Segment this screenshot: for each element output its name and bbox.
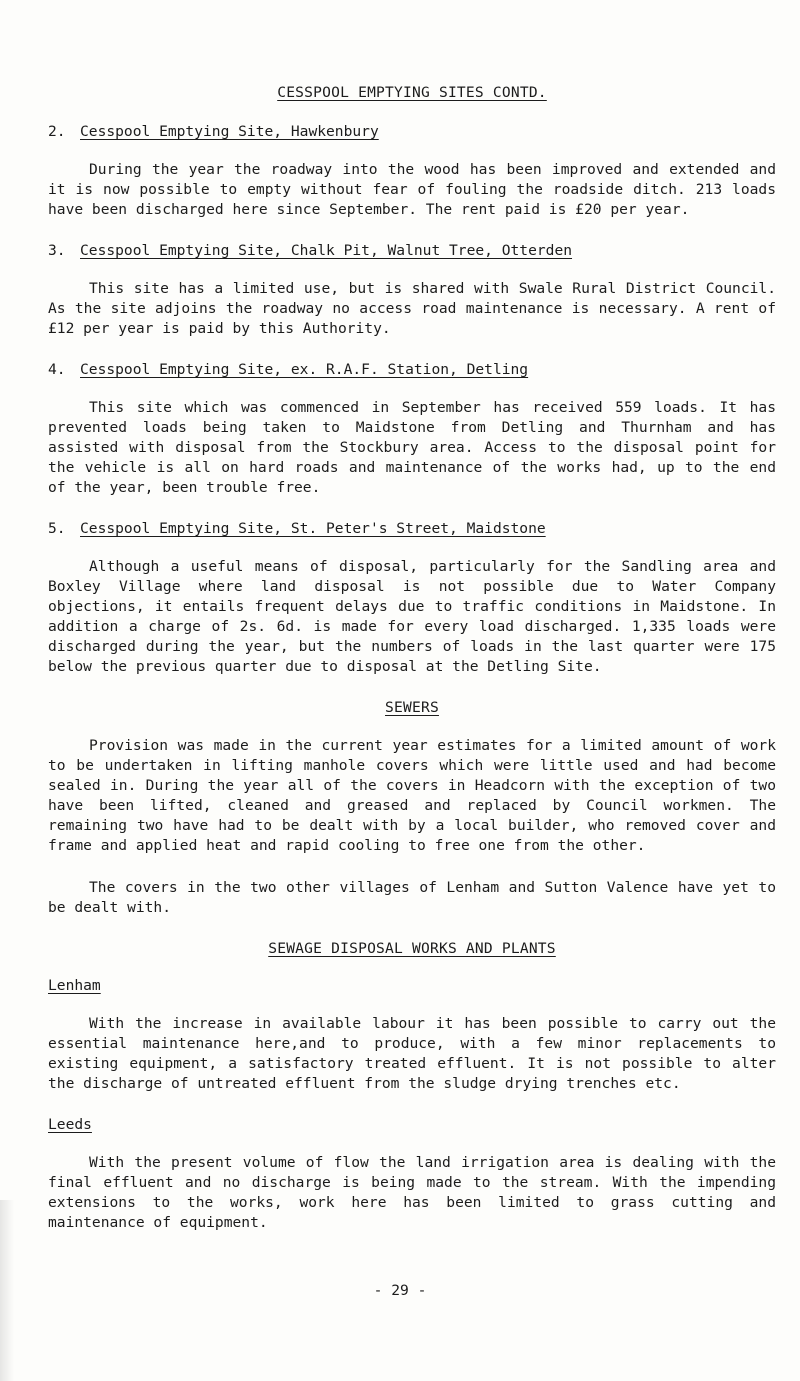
item-body: This site has a limited use, but is shared with Swale Rural District Council. As the site adjoins the roadway no access road maintenance is necessary. A rent of £12 per year is paid by this Authority. [48,280,776,337]
leeds-paragraph: With the present volume of flow the land irrigation area is dealing with the final effluent and no discharge is being made to the stream. With the impending extensions to the works, work here has been limited to grass cutting and maintenance of equipment. [48,1154,776,1231]
item-number: 2. [48,123,66,140]
item-heading [48,123,776,140]
sewers-heading: SEWERS [385,699,439,716]
item-title: Cesspool Emptying Site, Hawkenbury [80,123,379,140]
page-number: - 29 - [373,1282,427,1299]
item-title: Cesspool Emptying Site, ex. R.A.F. Station, Detling [80,361,529,378]
sewers-paragraph-2: The covers in the two other villages of Lenham and Sutton Valence have yet to be dealt with. [48,879,776,916]
item-body: This site which was commenced in September has received 559 loads. It has prevented loads being taken to Maidstone from Detling and Thurnham and has assisted with disposal from the Stockbury area. Access to the disposal point for the vehicle is all on hard roads and maintenance of the works had, up to the end of the year, been trouble free. [48,399,776,496]
page-title: CESSPOOL EMPTYING SITES CONTD. [277,84,547,101]
item-heading [48,361,776,378]
item-body: Although a useful means of disposal, particularly for the Sandling area and Boxley Village where land disposal is not possible due to Water Company objections, it entails frequent delays due to traffic conditions in Maidstone. In addition a charge of 2s. 6d. is made for every load discharged. 1,335 loads were discharged during the year, but the numbers of loads in the last quarter were 175 below the previous quarter due to disposal at the Detling Site. [48,558,776,675]
item-number: 4. [48,361,66,378]
item-title: Cesspool Emptying Site, Chalk Pit, Walnut Tree, Otterden [80,242,573,259]
document-page [48,84,776,1255]
item-heading [48,242,776,259]
item-heading [48,520,776,537]
lenham-heading: Lenham [48,977,101,994]
sewers-paragraph-1: Provision was made in the current year estimates for a limited amount of work to be undertaken in lifting manhole covers which were little used and had become sealed in. During the year all of the covers in Headcorn with the exception of two have been lifted, cleaned and greased and replaced by Council workmen. The remaining two have had to be dealt with by a local builder, who removed cover and frame and applied heat and rapid cooling to free one from the other. [48,737,776,854]
leeds-heading: Leeds [48,1116,92,1133]
item-body: During the year the roadway into the wood has been improved and extended and it is now possible to empty without fear of fouling the roadside ditch. 213 loads have been discharged here since September. The rent paid is £20 per year. [48,161,776,218]
sewage-heading: SEWAGE DISPOSAL WORKS AND PLANTS [268,940,556,957]
item-title: Cesspool Emptying Site, St. Peter's Street, Maidstone [80,520,546,537]
item-number: 3. [48,242,66,259]
lenham-paragraph: With the increase in available labour it has been possible to carry out the essential maintenance here,and to produce, with a few minor replacements to existing equipment, a satisfactory treated effluent. It is not possible to alter the discharge of untreated effluent from the sludge drying trenches etc. [48,1015,776,1092]
item-number: 5. [48,520,66,537]
